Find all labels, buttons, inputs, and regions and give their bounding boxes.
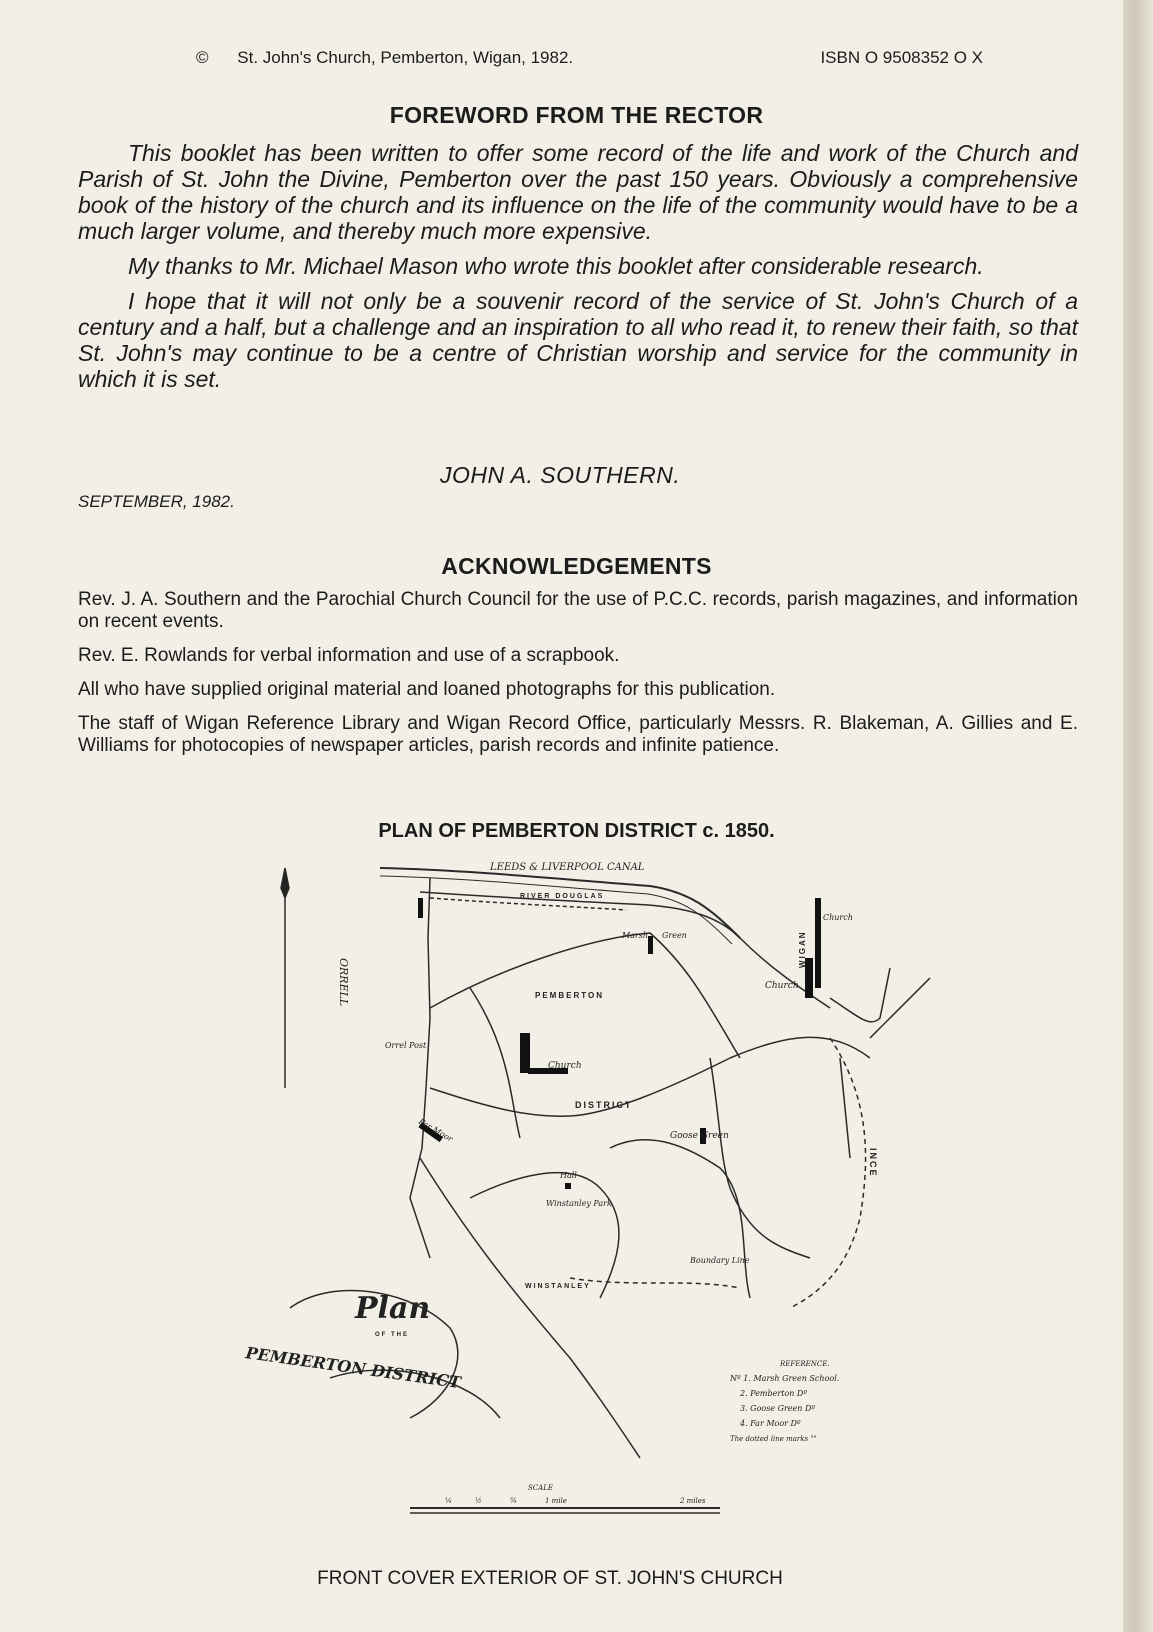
road-line: [710, 1058, 810, 1258]
marsh-green-label: Green: [662, 931, 687, 940]
orrell-label: ORRELL: [337, 958, 350, 1007]
church-label: Church: [823, 913, 853, 922]
scale-tick-label: ½: [475, 1497, 482, 1505]
boundary-line: [790, 1038, 866, 1308]
map-drawing: [244, 858, 950, 1558]
foreword-body: [78, 140, 1078, 401]
marsh-label: Marsh: [622, 931, 649, 940]
boundary-line: [570, 1278, 740, 1288]
scale-tick-label: ¼: [445, 1497, 452, 1505]
building-block: [815, 898, 821, 988]
pemberton-district-map: [244, 858, 950, 1558]
acknowledgement-item: Rev. E. Rowlands for verbal information and use of a scrapbook.: [78, 645, 620, 666]
hall-building: [565, 1183, 571, 1189]
acknowledgement-item: The staff of Wigan Reference Library and Wigan Record Office, particularly Messrs. R. Blakeman, A. Gillies and E. Williams for photocopies of newspaper articles, parish records and infinite patience.: [78, 713, 1078, 756]
winstanley-park-label: Winstanley Park: [546, 1199, 612, 1208]
church-building: [520, 1033, 530, 1073]
page-binding-edge: [1123, 0, 1153, 1632]
road-line: [610, 1140, 750, 1298]
reference-entry: 2. Pemberton Dº: [740, 1389, 808, 1398]
isbn: ISBN O 9508352 O X: [820, 48, 983, 67]
copyright-text: St. John's Church, Pemberton, Wigan, 1982.: [237, 48, 574, 67]
map-reference-key: [729, 1360, 839, 1443]
acknowledgement-item: Rev. J. A. Southern and the Parochial Church Council for the use of P.C.C. records, parish magazines, and information on recent events.: [78, 589, 1078, 632]
north-arrow-icon: [281, 868, 289, 898]
boundary-line-label: Boundary Line: [690, 1256, 750, 1265]
orrell-post-label: Orrel Post: [385, 1041, 427, 1050]
far-moor-label: Far Moor: [417, 1116, 455, 1144]
scale-tick-label: 1 mile: [545, 1497, 567, 1505]
wigan-label: WIGAN: [798, 930, 807, 968]
foreword-paragraph: My thanks to Mr. Michael Mason who wrote this booklet after considerable research.: [128, 253, 984, 279]
church-label: Church: [765, 981, 799, 991]
road-line: [470, 988, 520, 1138]
cartouche-title: Plan: [355, 1291, 431, 1326]
foreword-title: FOREWORD FROM THE RECTOR: [389, 102, 764, 128]
pemberton-label: PEMBERTON: [535, 991, 604, 1000]
church-label: Church: [548, 1061, 582, 1071]
hall-label: Hall: [560, 1171, 577, 1180]
scale-tick-label: ¾: [510, 1497, 517, 1505]
road-line: [870, 978, 930, 1038]
foreword-paragraph: I hope that it will not only be a souvenir record of the service of St. John's Church of a century and a half, but a challenge and an inspiration to all who read it, to renew their faith, so that St. John's may continue to be a centre of Christian worship and service for the community in which it is set.: [78, 288, 1078, 392]
scale-tick-label: 2 miles: [680, 1497, 706, 1505]
acknowledgements-list: [78, 589, 1078, 769]
road-line: [830, 968, 890, 1022]
copyright-line: [196, 48, 983, 68]
rector-signature: JOHN A. SOUTHERN.: [440, 462, 681, 488]
cartouche-district: PEMBERTON DISTRICT: [244, 1343, 462, 1393]
reference-entry: 3. Goose Green Dº: [740, 1404, 816, 1413]
goose-green-label: Goose Green: [670, 1131, 729, 1141]
acknowledgements-title: ACKNOWLEDGEMENTS: [441, 553, 712, 579]
district-label: DISTRICT: [575, 1100, 633, 1110]
road-line: [410, 878, 430, 1258]
building-block: [418, 898, 423, 918]
foreword-paragraph: This booklet has been written to offer some record of the life and work of the Church and Parish of St. John the Divine, Pemberton over the past 150 years. Obviously a comprehensive book of the history of the church and its influence on the life of the community would have to be a much larger volume, and thereby much more expensive.: [78, 140, 1078, 244]
road-line: [470, 1173, 619, 1298]
road-line: [430, 1037, 870, 1116]
reference-entry: The dotted line marks "": [730, 1435, 817, 1443]
winstanley-label: WINSTANLEY: [525, 1283, 591, 1290]
copyright-symbol: ©: [196, 48, 209, 67]
cartouche-subtitle: OF THE: [375, 1332, 409, 1338]
reference-heading: REFERENCE.: [780, 1360, 830, 1368]
ince-label: INCE: [868, 1148, 878, 1178]
river-label: RIVER DOUGLAS: [520, 893, 605, 900]
cover-caption: FRONT COVER EXTERIOR OF ST. JOHN'S CHURCH: [317, 1568, 783, 1589]
acknowledgement-item: All who have supplied original material and loaned photographs for this publication.: [78, 679, 776, 700]
map-title: PLAN OF PEMBERTON DISTRICT c. 1850.: [378, 820, 775, 842]
scale-label: SCALE: [528, 1484, 553, 1492]
school-building: [648, 936, 653, 954]
reference-entry: 4. Far Moor Dº: [740, 1419, 801, 1428]
canal-label: LEEDS & LIVERPOOL CANAL: [490, 862, 645, 873]
reference-entry: Nº 1. Marsh Green School.: [730, 1374, 840, 1383]
foreword-date: SEPTEMBER, 1982.: [78, 492, 235, 511]
